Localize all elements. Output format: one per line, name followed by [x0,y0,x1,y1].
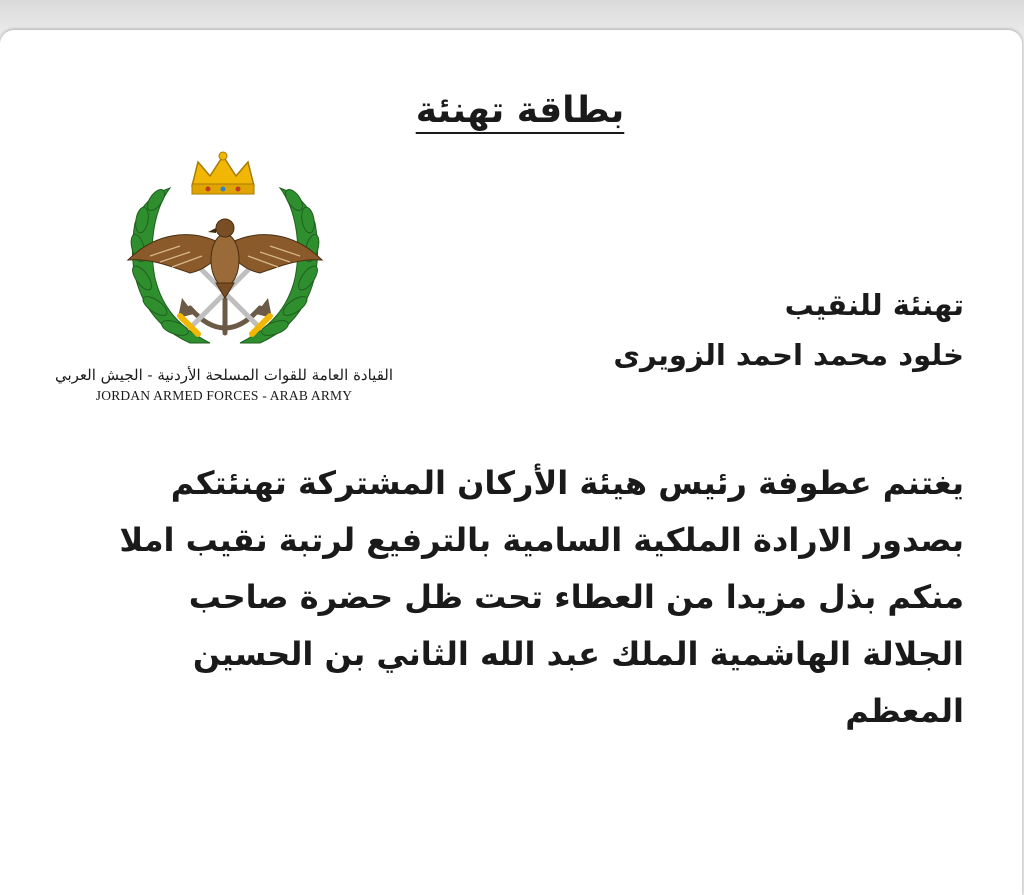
recipient-block [613,280,964,380]
message-line: المعظم [845,692,964,730]
message-line: منكم بذل مزيدا من العطاء تحت ظل حضرة صاحب [188,578,964,616]
card-title: بطاقة تهنئة [415,90,625,131]
congratulation-message [114,455,964,740]
message-line: يغتنم عطوفة رئيس هيئة الأركان المشتركة تهنئتكم [170,464,964,502]
recipient-rank: تهنئة للنقيب [784,288,964,322]
emblem-english-caption: JORDAN ARMED FORCES - ARAB ARMY [95,388,353,403]
message-line: الجلالة الهاشمية الملك عبد الله الثاني بن الحسين [192,635,964,673]
recipient-name: خلود محمد احمد الزويرى [613,338,964,372]
emblem-arabic-caption: القيادة العامة للقوات المسلحة الأردنية - الجيش العربي [54,366,394,384]
message-line: بصدور الارادة الملكية السامية بالترفيع لرتبة نقيب املا [119,521,964,559]
army-emblem-icon [120,148,330,363]
congratulation-card [0,30,1022,895]
